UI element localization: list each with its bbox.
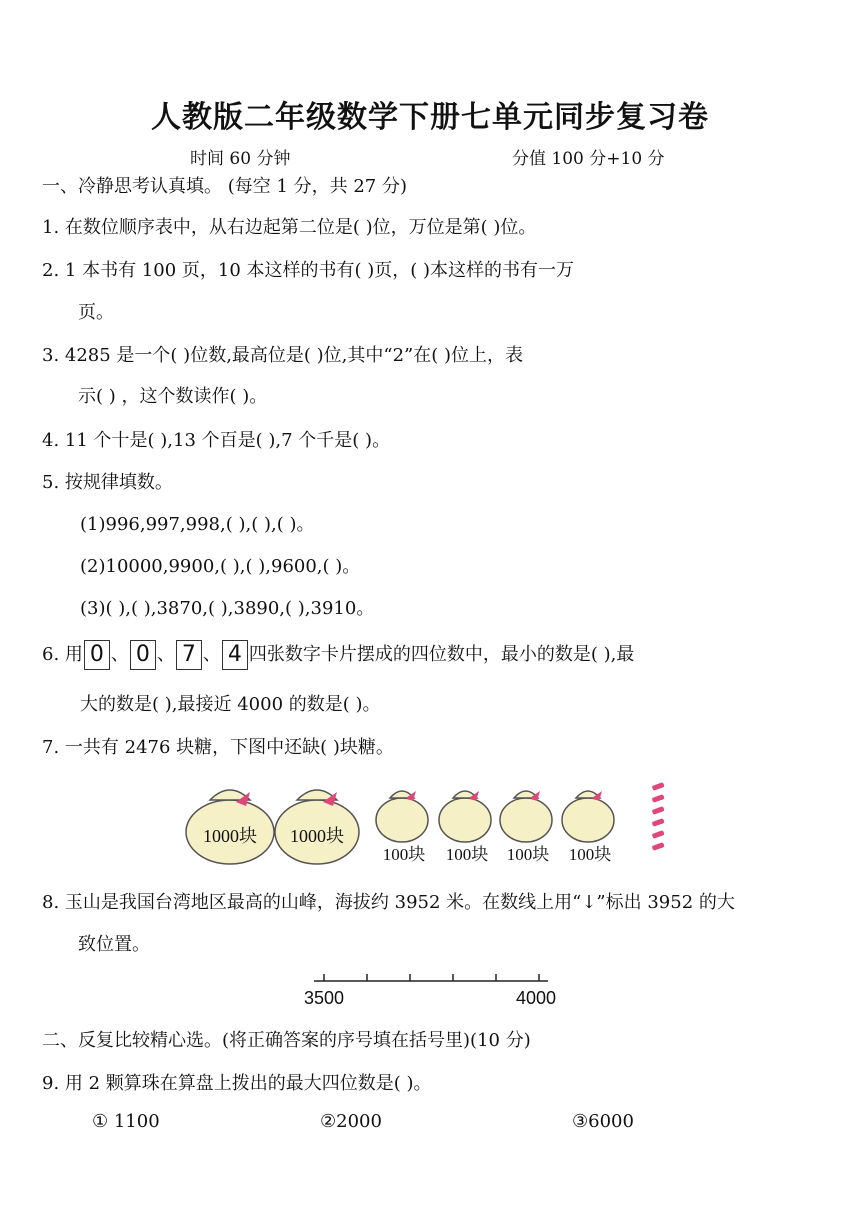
question-9-option-3: ③6000: [572, 1111, 634, 1132]
question-5-part-3: (3)( ),( ),3870,( ),3890,( ),3910。: [80, 598, 375, 619]
small-bag: [439, 791, 491, 864]
question-5-part-2: (2)10000,9900,( ),( ),9600,( )。: [80, 556, 361, 577]
small-bag-label: 100块: [506, 845, 550, 864]
question-9-option-2: ②2000: [320, 1111, 382, 1132]
question-3-line-2: 示( ) ，这个数读作( )。: [78, 386, 268, 407]
question-5-part-1: (1)996,997,998,( ),( ),( )。: [80, 514, 315, 535]
big-bag: [186, 790, 274, 864]
number-line: [300, 960, 570, 1010]
card-separator: 、: [202, 644, 221, 665]
question-6-text: 四张数字卡片摆成的四位数中，最小的数是( ),最: [248, 644, 635, 665]
number-line-end-label: 4000: [515, 988, 557, 1008]
card-separator: 、: [156, 644, 175, 665]
question-4: 4. 11 个十是( ),13 个百是( ),7 个千是( )。: [42, 430, 391, 451]
number-line-start-label: 3500: [303, 988, 345, 1008]
question-6-line-1: [42, 640, 634, 670]
loose-candies: [652, 782, 665, 851]
digit-card: 0: [130, 640, 156, 670]
question-2-line-1: 2. 1 本书有 100 页，10 本这样的书有( )页，( )本这样的书有一万: [42, 260, 575, 281]
question-6-prefix: 6. 用: [42, 644, 83, 665]
question-5: 5. 按规律填数。: [42, 472, 173, 493]
section-2-heading: 二、反复比较精心选。(将正确答案的序号填在括号里)(10 分): [42, 1030, 531, 1051]
exam-time: 时间 60 分钟: [190, 149, 291, 169]
question-8-line-1: 8. 玉山是我国台湾地区最高的山峰，海拔约 3952 米。在数线上用“↓”标出 3952 的大: [42, 892, 735, 913]
small-bag-label: 100块: [568, 845, 612, 864]
big-bag-label: 1000块: [290, 826, 344, 846]
question-3-line-1: 3. 4285 是一个( )位数,最高位是( )位,其中“2”在( )位上，表: [42, 345, 524, 366]
digit-card: 0: [84, 640, 110, 670]
card-separator: 、: [110, 644, 129, 665]
question-7: 7. 一共有 2476 块糖，下图中还缺( )块糖。: [42, 737, 394, 758]
big-bag: [275, 790, 359, 864]
question-9: 9. 用 2 颗算珠在算盘上拨出的最大四位数是( )。: [42, 1073, 432, 1094]
question-8-line-2: 致位置。: [78, 934, 150, 955]
exam-score: 分值 100 分+10 分: [512, 149, 665, 169]
question-9-option-1: ① 1100: [92, 1111, 160, 1132]
digit-card: 4: [222, 640, 248, 670]
number-line-ticks: [324, 974, 539, 981]
digit-card: 7: [176, 640, 202, 670]
small-bag: [376, 791, 428, 864]
big-bag-label: 1000块: [203, 826, 257, 846]
question-2-line-2: 页。: [78, 302, 114, 323]
small-bag-label: 100块: [382, 845, 426, 864]
small-bag-label: 100块: [445, 845, 489, 864]
small-bag: [562, 791, 614, 864]
small-bag: [500, 791, 552, 864]
candy-bags-illustration: [180, 772, 680, 872]
question-1: 1. 在数位顺序表中，从右边起第二位是( )位，万位是第( )位。: [42, 217, 537, 238]
question-6-line-2: 大的数是( ),最接近 4000 的数是( )。: [80, 694, 381, 715]
section-1-heading: 一、冷静思考认真填。 (每空 1 分，共 27 分): [42, 176, 408, 197]
page-title: 人教版二年级数学下册七单元同步复习卷: [151, 100, 709, 135]
